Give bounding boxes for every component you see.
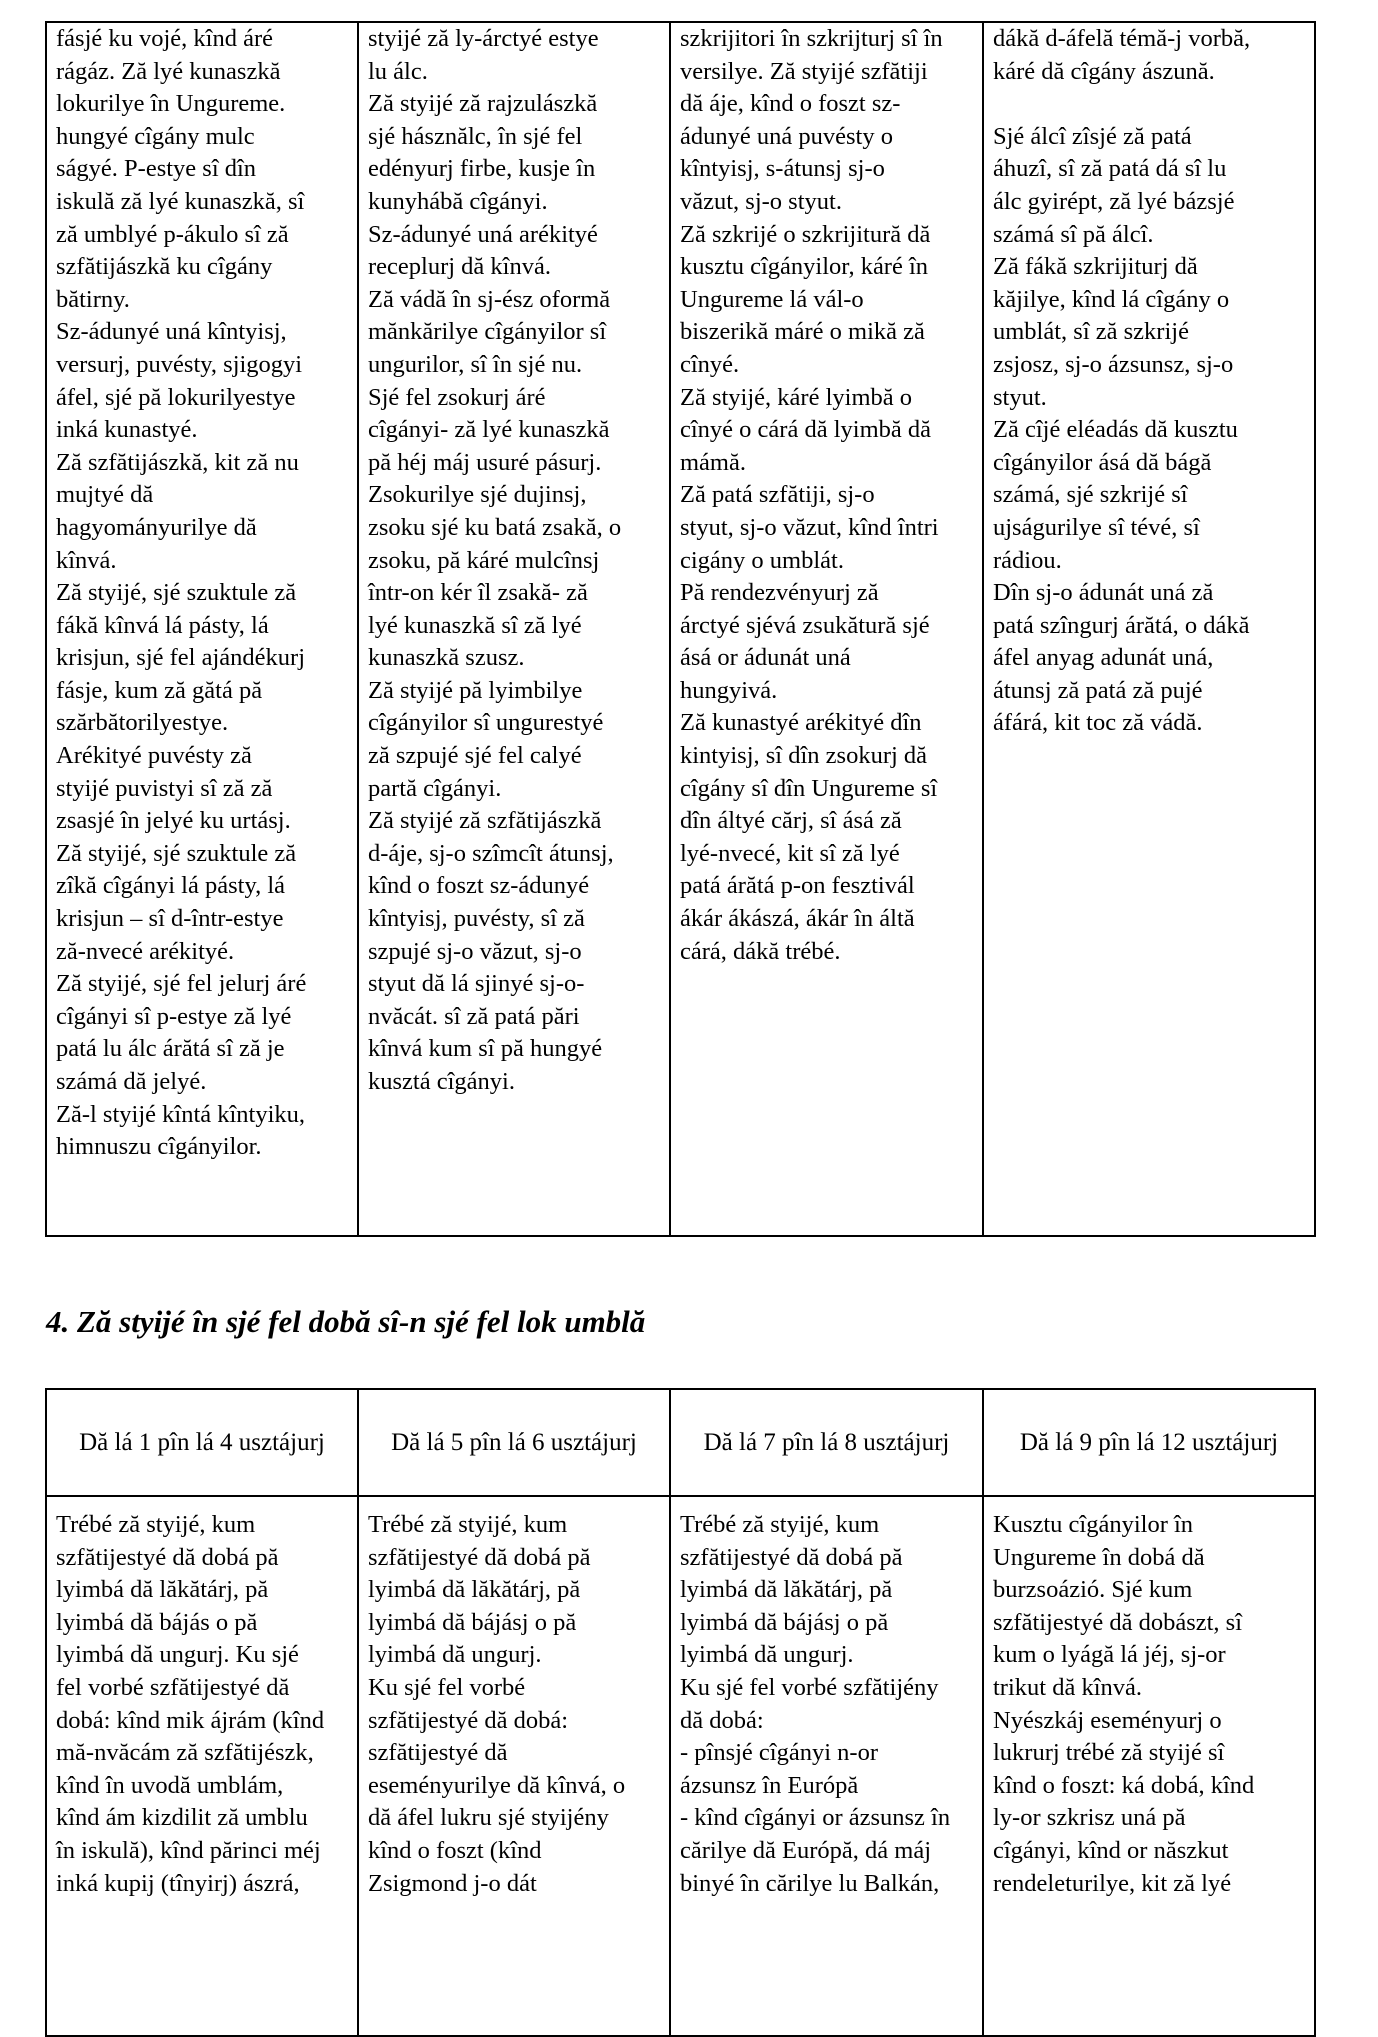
text-line: zsoku, pă káré mulcînsj: [368, 546, 600, 574]
text-line: számá dă jelyé.: [56, 1068, 207, 1095]
text-line: dă áje, kînd o foszt sz-: [680, 90, 901, 118]
text-line: Ungureme în dobá dă: [993, 1543, 1205, 1571]
text-line: szărbătorilyestye.: [56, 709, 229, 737]
text-line: umblát, sî ză szkrijé: [993, 318, 1189, 346]
text-line: Arékityé puvésty ză: [56, 742, 252, 770]
text-line: receplurj dă kînvá.: [368, 253, 551, 281]
text-line: kînd în uvodă umblám,: [56, 1771, 284, 1799]
text-line: cîgányilor ásá dă bágă: [993, 448, 1212, 476]
text-line: Sjé fel zsokurj áré: [368, 383, 546, 411]
text-line: lyimbá dă bájásj o pă: [368, 1608, 577, 1636]
bottom-table: [45, 1388, 1316, 2037]
text-line: Zsokurilye sjé dujinsj,: [368, 481, 587, 509]
text-line: kîntyisj, puvésty, sî ză: [368, 905, 585, 933]
text-line: lyimbá dă lăkătárj, pă: [680, 1576, 893, 1604]
text-line: lyimbá dă bájásj o pă: [680, 1608, 889, 1636]
text-line: lyimbá dă ungurj.: [680, 1641, 854, 1669]
text-line: Ku sjé fel vorbé szfătijény: [680, 1673, 939, 1701]
text-line: ságyé. P-estye sî dîn: [56, 155, 257, 183]
text-line: szfătijestyé dă dobászt, sî: [993, 1608, 1243, 1636]
text-line: Ză styijé, káré lyimbă o: [680, 383, 912, 411]
text-line: Ză styijé ză rajzulászkă: [368, 90, 598, 118]
text-line: cîgányi- ză lyé kunaszkă: [368, 416, 610, 444]
text-line: styut.: [993, 383, 1047, 411]
text-line: văzut, sj-o styut.: [680, 187, 842, 215]
text-line: în iskulă), kînd părinci méj: [56, 1836, 321, 1864]
text-line: mujtyé dă: [56, 481, 154, 509]
text-line: Trébé ză styijé, kum: [680, 1511, 880, 1538]
text-line: himnuszu cîgányilor.: [56, 1133, 262, 1161]
text-line: lyimbá dă ungurj. Ku sjé: [56, 1641, 299, 1669]
text-line: szfătijászkă ku cîgány: [56, 253, 273, 281]
text-line: kînd o foszt (kînd: [368, 1836, 542, 1864]
text-line: ázsunsz în Európă: [680, 1771, 859, 1799]
table-cell-col3: [670, 22, 983, 1236]
text-line: styut, sj-o văzut, kînd întri: [680, 513, 939, 541]
text-line: patá szîngurj árătá, o dákă: [993, 611, 1250, 639]
text-line: bătirny.: [56, 285, 130, 313]
text-line: patá árătá p-on fesztivál: [680, 872, 915, 900]
section-title: 4. Ză styijé în sjé fel dobă sî-n sjé fel lok umblă: [46, 1304, 646, 1339]
text-line: cîgányi sî p-estye ză lyé: [56, 1002, 292, 1030]
text-line: lyimbá dă bájás o pă: [56, 1608, 258, 1636]
text-line: styijé ză ly-árctyé estye: [368, 25, 599, 52]
text-line: burzsoázió. Sjé kum: [993, 1576, 1193, 1604]
table-cell-col2: [358, 22, 670, 1236]
table-cell-col3: [670, 1496, 983, 2036]
text-line: kunyhábă cîgányi.: [368, 187, 548, 215]
text-line: ásá or ádunát uná: [680, 644, 851, 672]
text-line: hagyományurilye dă: [56, 513, 257, 541]
top-table: [45, 21, 1316, 1237]
text-line: Nyészkáj eseményurj o: [993, 1706, 1222, 1734]
text-line: kusztá cîgányi.: [368, 1068, 515, 1095]
text-line: Dîn sj-o ádunát uná ză: [993, 579, 1214, 607]
text-line: álc gyirépt, ză lyé bázsjé: [993, 187, 1235, 215]
table-row: [46, 1496, 1315, 2036]
text-line: lyé-nvecé, kit sî ză lyé: [680, 839, 900, 867]
text-line: binyé în cărilye lu Balkán,: [680, 1869, 940, 1897]
table-cell-col2: [358, 1496, 670, 2036]
text-line: krisjun, sjé fel ajándékurj: [56, 644, 306, 672]
text-line: pă héj máj usuré pásurj.: [368, 448, 602, 476]
text-line: rágáz. Ză lyé kunaszkă: [56, 57, 281, 85]
text-line: Ză szkrijé o szkrijitură dă: [680, 220, 931, 248]
text-line: rendeleturilye, kit ză lyé: [993, 1869, 1232, 1897]
text-line: árctyé sjévá zsukătură sjé: [680, 611, 930, 639]
table-cell-col1: [46, 1496, 358, 2036]
text-line: Sz-ádunyé uná arékityé: [368, 220, 598, 248]
text-line: szpujé sj-o văzut, sj-o: [368, 937, 582, 965]
text-line: kînvá.: [56, 546, 117, 574]
text-line: cînyé o cárá dă lyimbă dă: [680, 416, 932, 444]
text-line: Ză kunastyé arékityé dîn: [680, 709, 922, 737]
text-line: áfel anyag adunát uná,: [993, 644, 1214, 672]
text-line: styut dă lá sjinyé sj-o-: [368, 970, 585, 998]
text-line: áfárá, kit toc ză vádă.: [993, 709, 1203, 737]
text-line: szfătijestyé dă dobá pă: [56, 1543, 279, 1571]
text-line: inká kunastyé.: [56, 416, 198, 444]
text-line: ádunyé uná puvésty o: [680, 122, 893, 150]
text-line: kum o lyágă lá jéj, sj-or: [993, 1641, 1226, 1669]
text-line: într-on kér îl zsakă- ză: [368, 579, 588, 607]
text-line: dobá: kînd mik ájrám (kînd: [56, 1706, 325, 1734]
text-line: iskulă ză lyé kunaszkă, sî: [56, 187, 305, 215]
text-line: Ză vádă în sj-ész oformă: [368, 285, 611, 313]
table-header-row: [46, 1389, 1315, 1496]
text-line: káré dă cîgány ászună.: [993, 57, 1215, 85]
text-line: kăjilye, kînd lá cîgány o: [993, 285, 1230, 313]
text-line: cîgányilor sî ungurestyé: [368, 709, 604, 737]
text-line: szfătijestyé dă: [368, 1739, 508, 1767]
text-line: számá, sjé szkrijé sî: [993, 481, 1188, 509]
text-line: Ză styijé ză szfătijászkă: [368, 807, 602, 835]
text-line: nvăcát. sî ză patá pări: [368, 1002, 580, 1030]
text-line: kînd ám kizdilit ză umblu: [56, 1804, 308, 1832]
text-line: biszerikă máré o mikă ză: [680, 318, 925, 346]
table-cell-col4: [983, 22, 1315, 1236]
text-line: ză szpujé sjé fel calyé: [368, 742, 582, 770]
text-line: lyé kunaszkă sî ză lyé: [368, 611, 582, 639]
text-line: áhuzî, sî ză patá dá sî lu: [993, 155, 1227, 183]
table-cell-col1: [46, 22, 358, 1236]
text-line: kîntyisj, s-átunsj sj-o: [680, 155, 885, 183]
text-line: inká kupij (tînyirj) ászrá,: [56, 1869, 300, 1897]
text-line: cîgányi, kînd or năszkut: [993, 1836, 1229, 1864]
text-line: ákár ákászá, ákár în áltă: [680, 905, 915, 933]
text-line: Trébé ză styijé, kum: [56, 1511, 256, 1538]
text-line: lukrurj trébé ză styijé sî: [993, 1739, 1225, 1767]
text-line: ly-or szkrisz uná pă: [993, 1804, 1186, 1832]
text-line: Pă rendezvényurj ză: [680, 579, 879, 607]
text-line: számá sî pă álcî.: [993, 220, 1154, 248]
text-line: Kusztu cîgányilor în: [993, 1511, 1194, 1538]
column-header: Dă lá 5 pîn lá 6 usztájurj: [358, 1389, 670, 1496]
text-line: eseményurilye dă kînvá, o: [368, 1771, 626, 1799]
text-line: kînd o foszt: ká dobá, kînd: [993, 1771, 1255, 1799]
text-line: Sz-ádunyé uná kîntyisj,: [56, 318, 287, 346]
text-line: Ză cîjé eléadás dă kusztu: [993, 416, 1238, 444]
text-line: Ză fákă szkrijiturj dă: [993, 253, 1198, 281]
text-line: kunaszkă szusz.: [368, 644, 525, 672]
text-line: hungyivá.: [680, 676, 778, 704]
text-line: lyimbá dă lăkătárj, pă: [368, 1576, 581, 1604]
text-line: szfătijestyé dă dobá pă: [368, 1543, 591, 1571]
column-header: Dă lá 9 pîn lá 12 usztájurj: [983, 1389, 1315, 1496]
text-line: Ză styijé pă lyimbilye: [368, 676, 583, 704]
text-line: dákă d-áfelă témă-j vorbă,: [993, 25, 1251, 52]
text-line: partă cîgányi.: [368, 774, 502, 802]
text-line: versurj, puvésty, sjigogyi: [56, 350, 303, 378]
text-line: lu álc.: [368, 57, 428, 85]
text-line: ujságurilye sî tévé, sî: [993, 513, 1200, 541]
text-line: dă áfel lukru sjé styijény: [368, 1804, 609, 1832]
text-line: fásjé ku vojé, kînd áré: [56, 25, 274, 52]
text-line: styijé puvistyi sî ză ză: [56, 774, 273, 802]
text-line: Sjé álcî zîsjé ză patá: [993, 122, 1192, 150]
text-line: Trébé ză styijé, kum: [368, 1511, 568, 1538]
text-line: mănkărilye cîgányilor sî: [368, 318, 607, 346]
text-line: mă-nvăcám ză szfătijészk,: [56, 1739, 314, 1767]
text-line: - pînsjé cîgányi n-or: [680, 1739, 878, 1767]
text-line: mámă.: [680, 448, 746, 476]
text-line: dîn áltyé cărj, sî ásá ză: [680, 807, 902, 835]
text-line: versilye. Ză styijé szfătiji: [680, 57, 928, 85]
text-line: Ku sjé fel vorbé: [368, 1673, 526, 1701]
text-line: lyimbá dă ungurj.: [368, 1641, 542, 1669]
text-line: ungurilor, sî în sjé nu.: [368, 350, 583, 378]
text-line: Ză szfătijászkă, kit ză nu: [56, 448, 299, 476]
text-line: sjé hásznălc, în sjé fel: [368, 122, 583, 150]
text-line: Zsigmond j-o dát: [368, 1869, 537, 1897]
text-line: patá lu álc árătá sî ză je: [56, 1035, 285, 1063]
text-line: Ză styijé, sjé szuktule ză: [56, 839, 297, 867]
text-line: Ză styijé, sjé szuktule ză: [56, 579, 297, 607]
text-line: fel vorbé szfătijestyé dă: [56, 1673, 290, 1701]
text-line: kusztu cîgányilor, káré în: [680, 253, 929, 281]
text-line: áfel, sjé pă lokurilyestye: [56, 383, 296, 411]
text-line: kînd o foszt sz-ádunyé: [368, 872, 590, 900]
text-line: átunsj ză patá ză pujé: [993, 676, 1203, 704]
text-line: dă dobá:: [680, 1706, 764, 1734]
text-line: Ză-l styijé kîntá kîntyiku,: [56, 1100, 306, 1128]
text-line: szfătijestyé dă dobá pă: [680, 1543, 903, 1571]
text-line: trikut dă kînvá.: [993, 1673, 1143, 1701]
text-line: zsasjé în jelyé ku urtásj.: [56, 807, 291, 835]
text-line: cînyé.: [680, 350, 740, 378]
text-line: Ză patá szfătiji, sj-o: [680, 481, 875, 509]
text-line: cîgány sî dîn Ungureme sî: [680, 774, 938, 802]
text-line: fásje, kum ză gătá pă: [56, 676, 263, 704]
text-line: zîkă cîgányi lá pásty, lá: [56, 872, 286, 900]
text-line: cărilye dă Európă, dá máj: [680, 1836, 932, 1864]
text-line: - kînd cîgányi or ázsunsz în: [680, 1804, 951, 1832]
text-line: szfătijestyé dă dobá:: [368, 1706, 569, 1734]
text-line: fákă kînvá lá pásty, lá: [56, 611, 269, 639]
text-line: krisjun – sî d-într-estye: [56, 905, 284, 933]
text-line: [993, 88, 1310, 121]
text-line: cigány o umblát.: [680, 546, 844, 574]
text-line: Ungureme lá vál-o: [680, 285, 864, 313]
table-cell-col4: [983, 1496, 1315, 2036]
text-line: rádiou.: [993, 546, 1062, 574]
column-header: Dă lá 1 pîn lá 4 usztájurj: [46, 1389, 358, 1496]
text-line: kintyisj, sî dîn zsokurj dă: [680, 742, 928, 770]
text-line: kînvá kum sî pă hungyé: [368, 1035, 603, 1063]
text-line: hungyé cîgány mulc: [56, 122, 255, 150]
column-header: Dă lá 7 pîn lá 8 usztájurj: [670, 1389, 983, 1496]
text-line: lyimbá dă lăkătárj, pă: [56, 1576, 269, 1604]
text-line: Ză styijé, sjé fel jelurj áré: [56, 970, 307, 998]
text-line: ză-nvecé arékityé.: [56, 937, 235, 965]
text-line: ză umblyé p-ákulo sî ză: [56, 220, 289, 248]
table-row: [46, 22, 1315, 1236]
text-line: zsoku sjé ku batá zsakă, o: [368, 513, 622, 541]
text-line: edényurj firbe, kusje în: [368, 155, 596, 183]
text-line: szkrijitori în szkrijturj sî în: [680, 25, 943, 52]
text-line: d-áje, sj-o szîmcît átunsj,: [368, 839, 614, 867]
text-line: cárá, dákă trébé.: [680, 937, 841, 965]
text-line: zsjosz, sj-o ázsunsz, sj-o: [993, 350, 1234, 378]
text-line: lokurilye în Ungureme.: [56, 90, 286, 118]
